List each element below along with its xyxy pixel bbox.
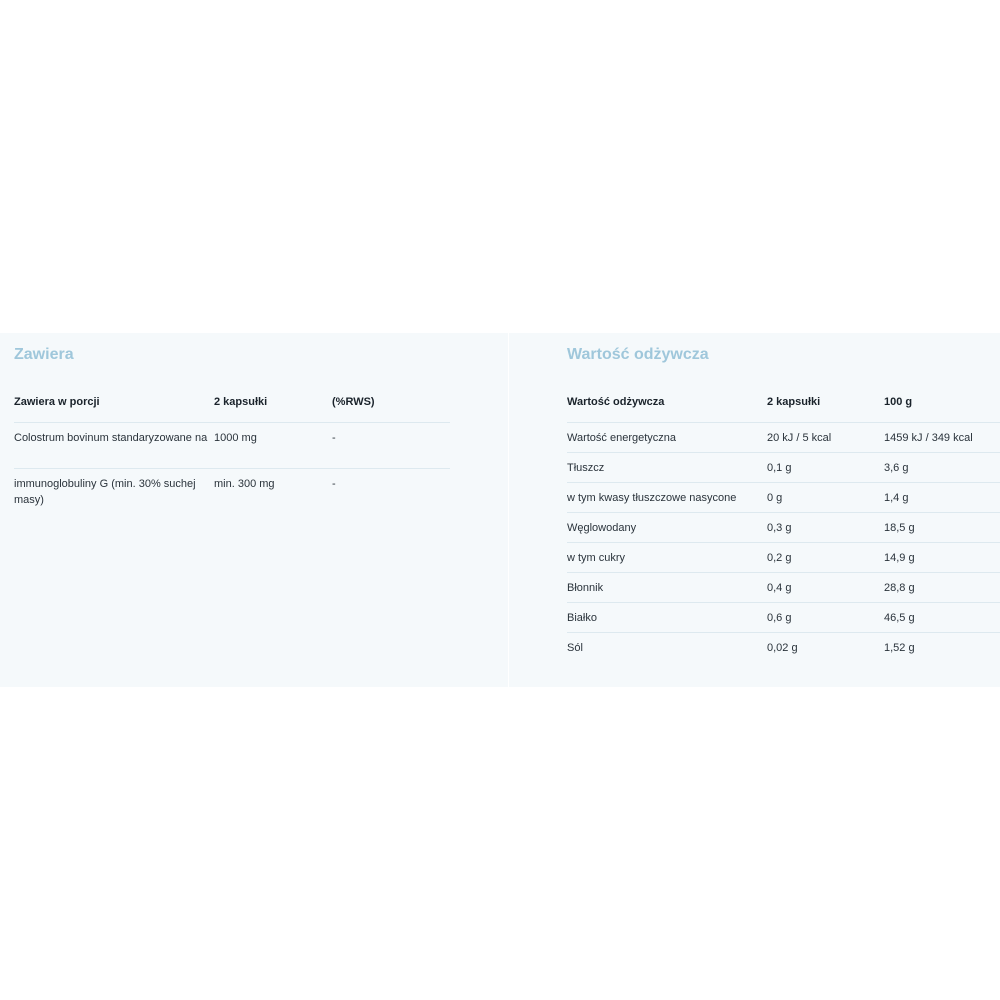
nutrient-name: Sól (567, 641, 583, 654)
nutrient-per-100g: 14,9 g (884, 551, 915, 564)
column-header: Zawiera w porcji (14, 396, 100, 408)
nutrient-per-100g: 46,5 g (884, 611, 915, 624)
nutrient-per-100g: 1,4 g (884, 491, 909, 504)
ingredient-rws: - (332, 431, 336, 444)
nutrient-per-100g: 18,5 g (884, 521, 915, 534)
column-header: (%RWS) (332, 396, 375, 408)
table-row (567, 512, 1000, 542)
table-row (567, 482, 1000, 512)
column-header: 2 kapsułki (214, 396, 268, 408)
nutrition-title: Wartość odżywcza (567, 346, 709, 363)
table-row (14, 468, 450, 514)
contains-table (14, 392, 450, 514)
contains-title: Zawiera (14, 346, 74, 363)
nutrient-per-serving: 0,4 g (767, 581, 792, 594)
nutrient-per-100g: 1459 kJ / 349 kcal (884, 431, 973, 444)
column-header: 100 g (884, 396, 913, 408)
contains-panel (0, 333, 508, 687)
nutrient-name: Białko (567, 611, 597, 624)
nutrient-name: Wartość energetyczna (567, 431, 677, 444)
ingredient-amount: 1000 mg (214, 431, 257, 444)
table-row (14, 422, 450, 468)
table-row (567, 452, 1000, 482)
nutrient-name: w tym kwasy tłuszczowe nasycone (567, 491, 737, 504)
table-row (567, 422, 1000, 452)
table-row (567, 542, 1000, 572)
nutrient-per-serving: 20 kJ / 5 kcal (767, 431, 832, 444)
table-row (567, 572, 1000, 602)
nutrient-per-serving: 0,02 g (767, 641, 798, 654)
column-header: Wartość odżywcza (567, 396, 665, 408)
table-header-row (14, 392, 450, 422)
ingredient-rws: - (332, 477, 336, 490)
nutrient-per-serving: 0,6 g (767, 611, 792, 624)
nutrient-name: Węglowodany (567, 521, 637, 534)
nutrient-per-100g: 28,8 g (884, 581, 915, 594)
nutrition-table (567, 392, 1000, 662)
table-row (567, 602, 1000, 632)
nutrient-name: Tłuszcz (567, 461, 605, 474)
nutrient-name: w tym cukry (567, 551, 626, 564)
nutrient-per-100g: 1,52 g (884, 641, 915, 654)
ingredient-name: Colostrum bovinum standaryzowane na (14, 431, 208, 444)
nutrient-per-serving: 0 g (767, 491, 783, 504)
nutrient-per-serving: 0,1 g (767, 461, 792, 474)
nutrient-per-serving: 0,2 g (767, 551, 792, 564)
info-band (0, 333, 1000, 687)
ingredient-amount: min. 300 mg (214, 477, 275, 490)
nutrient-per-100g: 3,6 g (884, 461, 909, 474)
nutrient-name: Błonnik (567, 581, 604, 594)
nutrition-panel (509, 333, 1000, 687)
ingredient-name: immunoglobuliny G (min. 30% suchej masy) (14, 477, 196, 506)
table-header-row (567, 392, 1000, 422)
table-row (567, 632, 1000, 662)
column-header: 2 kapsułki (767, 396, 821, 408)
nutrient-per-serving: 0,3 g (767, 521, 792, 534)
